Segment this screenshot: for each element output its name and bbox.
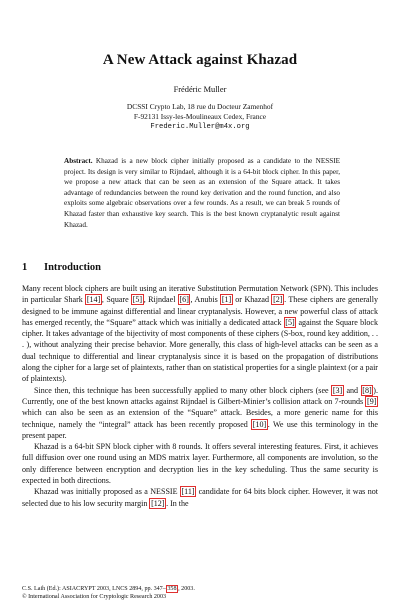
citation-link[interactable]: [3]	[332, 385, 343, 395]
affiliation-line-1: DCSSI Crypto Lab, 18 rue du Docteur Zamenhof	[126, 102, 274, 111]
citation-link[interactable]: [9]	[367, 396, 377, 406]
citation-link[interactable]: [14]	[86, 295, 101, 305]
paragraph	[22, 385, 378, 441]
abstract-text: Khazad is a new block cipher initially proposed as a candidate to the NESSIE project. Its design is very similar to Rijndael, although it is a 64-bit block cipher. In this paper, we propose a new attack that can be seen as an extension of the Square attack. It takes advantage of redundancies between the round key derivation and the round function, and also exploits some algebraic observations over a few rounds. As a result, we can break 5 rounds of Khazad faster than exhaustive key search. This is the best known cryptanalytic result against Khazad.	[64, 157, 340, 229]
section-heading	[22, 262, 101, 273]
paragraph	[22, 441, 378, 486]
citation-link[interactable]: [5]	[132, 295, 143, 305]
paragraph-text: candidate for 64 bits block cipher. However, it was not selected due to his low security margin	[22, 487, 378, 508]
affiliation	[0, 102, 400, 132]
footer-citation-text: C.S. Laih (Ed.): ASIACRYPT 2003, LNCS 2894, pp. 347–	[22, 586, 166, 592]
abstract-label: Abstract.	[64, 157, 93, 165]
footer-citation	[22, 585, 378, 593]
paper-title: A New Attack against Khazad	[102, 52, 298, 68]
citation-link[interactable]: [1]	[221, 295, 232, 305]
paragraph	[22, 283, 378, 385]
abstract	[64, 156, 340, 230]
citation-link[interactable]: [5]	[285, 317, 295, 327]
paragraph-text: , Rijndael	[143, 295, 178, 305]
paragraph-text: and	[343, 385, 361, 395]
footer-citation-year: , 2003.	[178, 586, 195, 592]
paragraph-text: which can also be seen as an extension of the “Square” attack. Besides, a more generic name for this technique, namely the “integral” attack has been recently proposed	[22, 408, 378, 429]
author-name: Frédéric Muller	[173, 85, 227, 94]
author-email: Frederic.Muller@m4x.org	[150, 123, 250, 131]
paragraph-text: Khazad was initially proposed as a NESSIE	[34, 487, 180, 497]
paragraph-text: . We use this terminology in the present paper.	[22, 419, 378, 440]
paragraph-text: Many recent block ciphers are built using an iterative Substitution Permutation Network (SPN). This includes in particular Shark	[22, 284, 378, 305]
citation-link[interactable]: [10]	[252, 419, 267, 429]
paragraph-text: Since then, this technique has been successfully applied to many other block ciphers (see	[34, 385, 332, 395]
page-link[interactable]: 358	[167, 586, 177, 592]
citation-link[interactable]: [8]	[362, 385, 372, 395]
paragraph-text: , Anubis	[190, 295, 221, 305]
introduction-body	[22, 283, 378, 509]
paragraph-text: ). Currently, one of the best known attacks against Rijndael is Gilbert-Minier’s collision attack on 7-rounds	[22, 385, 378, 406]
citation-link[interactable]: [12]	[151, 498, 165, 508]
affiliation-line-2: F-92131 Issy-les-Moulineaux Cedex, France	[133, 112, 267, 121]
paragraph-text: Khazad is a 64-bit SPN block cipher with 8 rounds. It offers several interesting features. First, it achieves full diffusion over one round using an MDS matrix layer. Furthermore, all components are involution, so the only difference between encryption and decryption lies in the key scheduling. Thus the same security is expected in both directions.	[22, 442, 378, 486]
footer-copyright: © International Association for Cryptologic Research 2003	[22, 594, 167, 601]
paragraph-text: . These ciphers are generally designed to be immune against differential and linear cryptanalysis. However, a new powerful class of attack has emerged recently, the “Square” attack which was initially a dedicated attack	[22, 295, 378, 327]
section-number: 1	[22, 262, 28, 273]
paragraph	[22, 486, 378, 509]
paragraph-text: , Square	[101, 295, 132, 305]
citation-link[interactable]: [6]	[179, 295, 189, 305]
citation-link[interactable]: [11]	[181, 487, 195, 497]
footer	[22, 585, 378, 601]
section-title: Introduction	[44, 262, 101, 273]
citation-link[interactable]: [2]	[273, 295, 283, 305]
paragraph-text: . In the	[166, 498, 189, 508]
paragraph-text: against the Square block cipher. It takes advantage of the bijectivity of most components of these ciphers (S-box, round key addition, . . . ), without analyzing their precise behavior. More generally, this class of high-level attacks can be seen as a dual technique to differential and linear cryptanalysis since it is based on the propagation of distributions along the cipher for a large set of plaintexts, rather than on statistical properties for a single plaintext (or a pair of plaintexts).	[22, 317, 378, 384]
paragraph-text: or Khazad	[232, 295, 272, 305]
